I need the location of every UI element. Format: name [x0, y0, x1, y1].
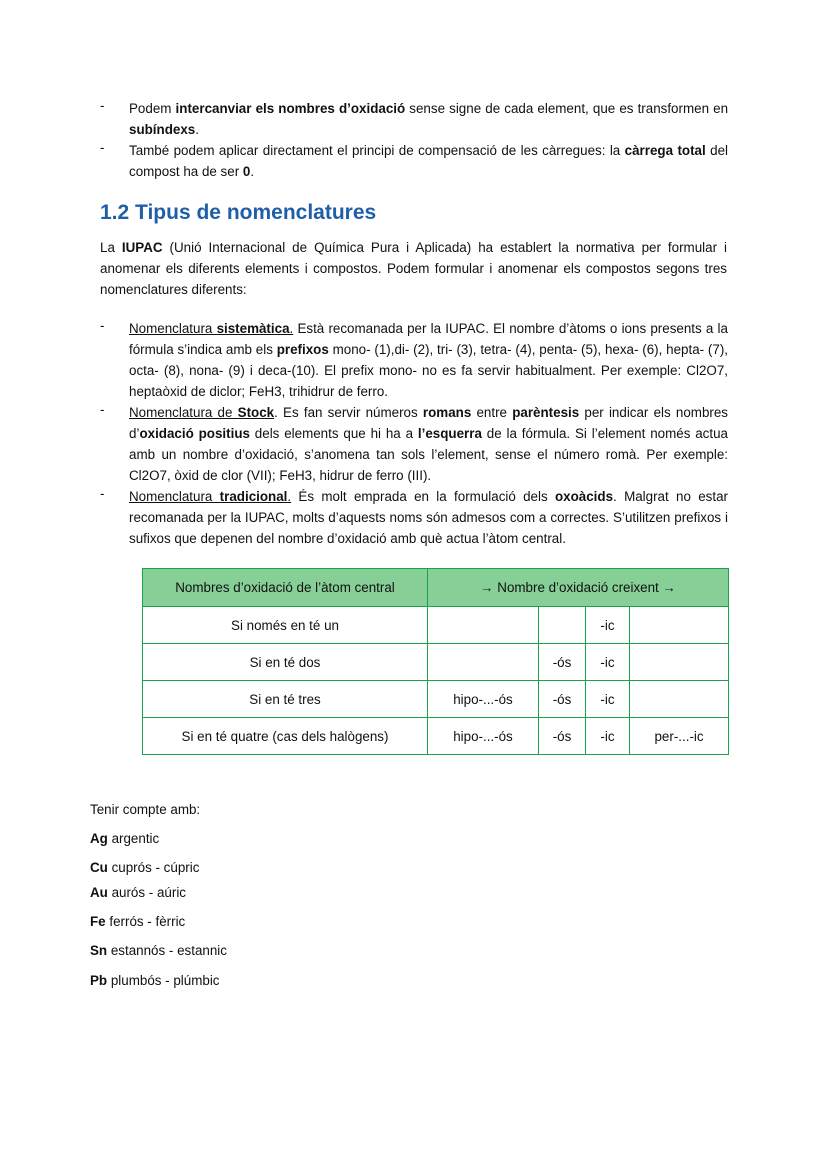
- note-item: Sn estannós - estannic: [90, 943, 227, 958]
- bullet-item-interchange: [100, 98, 728, 140]
- table-cell: [630, 644, 729, 681]
- bullet-item-compensation: [100, 140, 728, 182]
- note-item: Pb plumbós - plúmbic: [90, 973, 220, 988]
- table-cell: [428, 644, 539, 681]
- table-cell: Si en té tres: [143, 681, 428, 718]
- bullet-text: Podem intercanviar els nombres d’oxidació sense signe de cada element, que es transformen en subíndexs.: [129, 101, 729, 137]
- table-row: [143, 681, 729, 718]
- table-cell: -ic: [586, 718, 630, 755]
- notes-title: Tenir compte amb:: [90, 802, 201, 817]
- table-row: [143, 644, 729, 681]
- oxidation-suffix-table: [142, 568, 729, 755]
- table-header-cell: Nombres d’oxidació de l’àtom central: [143, 569, 428, 607]
- nomenclature-item-stock: [100, 402, 728, 486]
- bullet-text: Nomenclatura sistemàtica. Està recomanada per la IUPAC. El nombre d’àtoms o ions presents a la fórmula s’indica amb els prefixos mono- (1),di- (2), tri- (3), tetra- (4), penta- (5), hexa- (6), hepta- (7), octa- (8), nona- (9) i deca-(10). El prefix mono- no es fa servir habitualment. Per exemple: Cl2O7, heptaòxid de diclor; FeH3, trihidrur de ferro.: [129, 321, 728, 399]
- table-row: [143, 607, 729, 644]
- bullet-dash: -: [100, 486, 105, 501]
- table-cell: Si en té quatre (cas dels halògens): [143, 718, 428, 755]
- bullet-dash: -: [100, 98, 105, 113]
- note-item: Cu cuprós - cúpric: [90, 860, 200, 875]
- section-title: 1.2 Tipus de nomenclatures: [100, 201, 377, 224]
- table-cell: hipo-...-ós: [428, 718, 539, 755]
- bullet-text: També podem aplicar directament el principi de compensació de les càrregues: la càrrega total del compost ha de ser 0.: [129, 143, 728, 179]
- table-cell: [539, 607, 586, 644]
- bullet-dash: -: [100, 140, 105, 155]
- table-cell: [428, 607, 539, 644]
- bullet-text: Nomenclatura de Stock. Es fan servir números romans entre parèntesis per indicar els nombres d’oxidació positius dels elements que hi ha a l’esquerra de la fórmula. Si l’element només actua amb un nombre d’oxidació, s’anomena tan sols l’element, sense el número romà. Per exemple: Cl2O7, òxid de clor (VII); FeH3, hidrur de ferro (III).: [129, 405, 728, 483]
- table-cell: -ic: [586, 644, 630, 681]
- nomenclature-item-traditional: [100, 486, 728, 549]
- nomenclature-name: Nomenclatura sistemàtica.: [129, 321, 294, 336]
- table-row: [143, 718, 729, 755]
- table-header-row: [143, 569, 729, 607]
- nomenclature-name: Nomenclatura de Stock: [129, 405, 275, 420]
- table-cell: -ós: [539, 681, 586, 718]
- note-item: Au aurós - aúric: [90, 885, 186, 900]
- intro-paragraph: La IUPAC (Unió Internacional de Química Pura i Aplicada) ha establert la normativa per formular i anomenar els diferents elements i compostos. Podem formular i anomenar els compostos segons tres nomenclatures diferents:: [100, 240, 727, 297]
- bullet-text: Nomenclatura tradicional. És molt emprada en la formulació dels oxoàcids. Malgrat no estar recomanada per la IUPAC, molts d’aquests noms són admesos com a correctes. S’utilitzen prefixos i sufixos que depenen del nombre d’oxidació amb què actua l’àtom central.: [129, 489, 728, 546]
- nomenclature-name: Nomenclatura tradicional.: [129, 489, 292, 504]
- table-header-cell: → Nombre d’oxidació creixent →: [428, 569, 729, 607]
- table-cell: per-...-ic: [630, 718, 729, 755]
- table-cell: [630, 681, 729, 718]
- table-cell: hipo-...-ós: [428, 681, 539, 718]
- table-cell: Si només en té un: [143, 607, 428, 644]
- table-cell: -ós: [539, 644, 586, 681]
- table-cell: -ós: [539, 718, 586, 755]
- note-item: Ag argentic: [90, 831, 160, 846]
- table-cell: Si en té dos: [143, 644, 428, 681]
- table-cell: [630, 607, 729, 644]
- bullet-dash: -: [100, 318, 105, 333]
- nomenclature-item-systematic: [100, 318, 728, 402]
- table-cell: -ic: [586, 681, 630, 718]
- bullet-dash: -: [100, 402, 105, 417]
- table-cell: -ic: [586, 607, 630, 644]
- note-item: Fe ferrós - fèrric: [90, 914, 186, 929]
